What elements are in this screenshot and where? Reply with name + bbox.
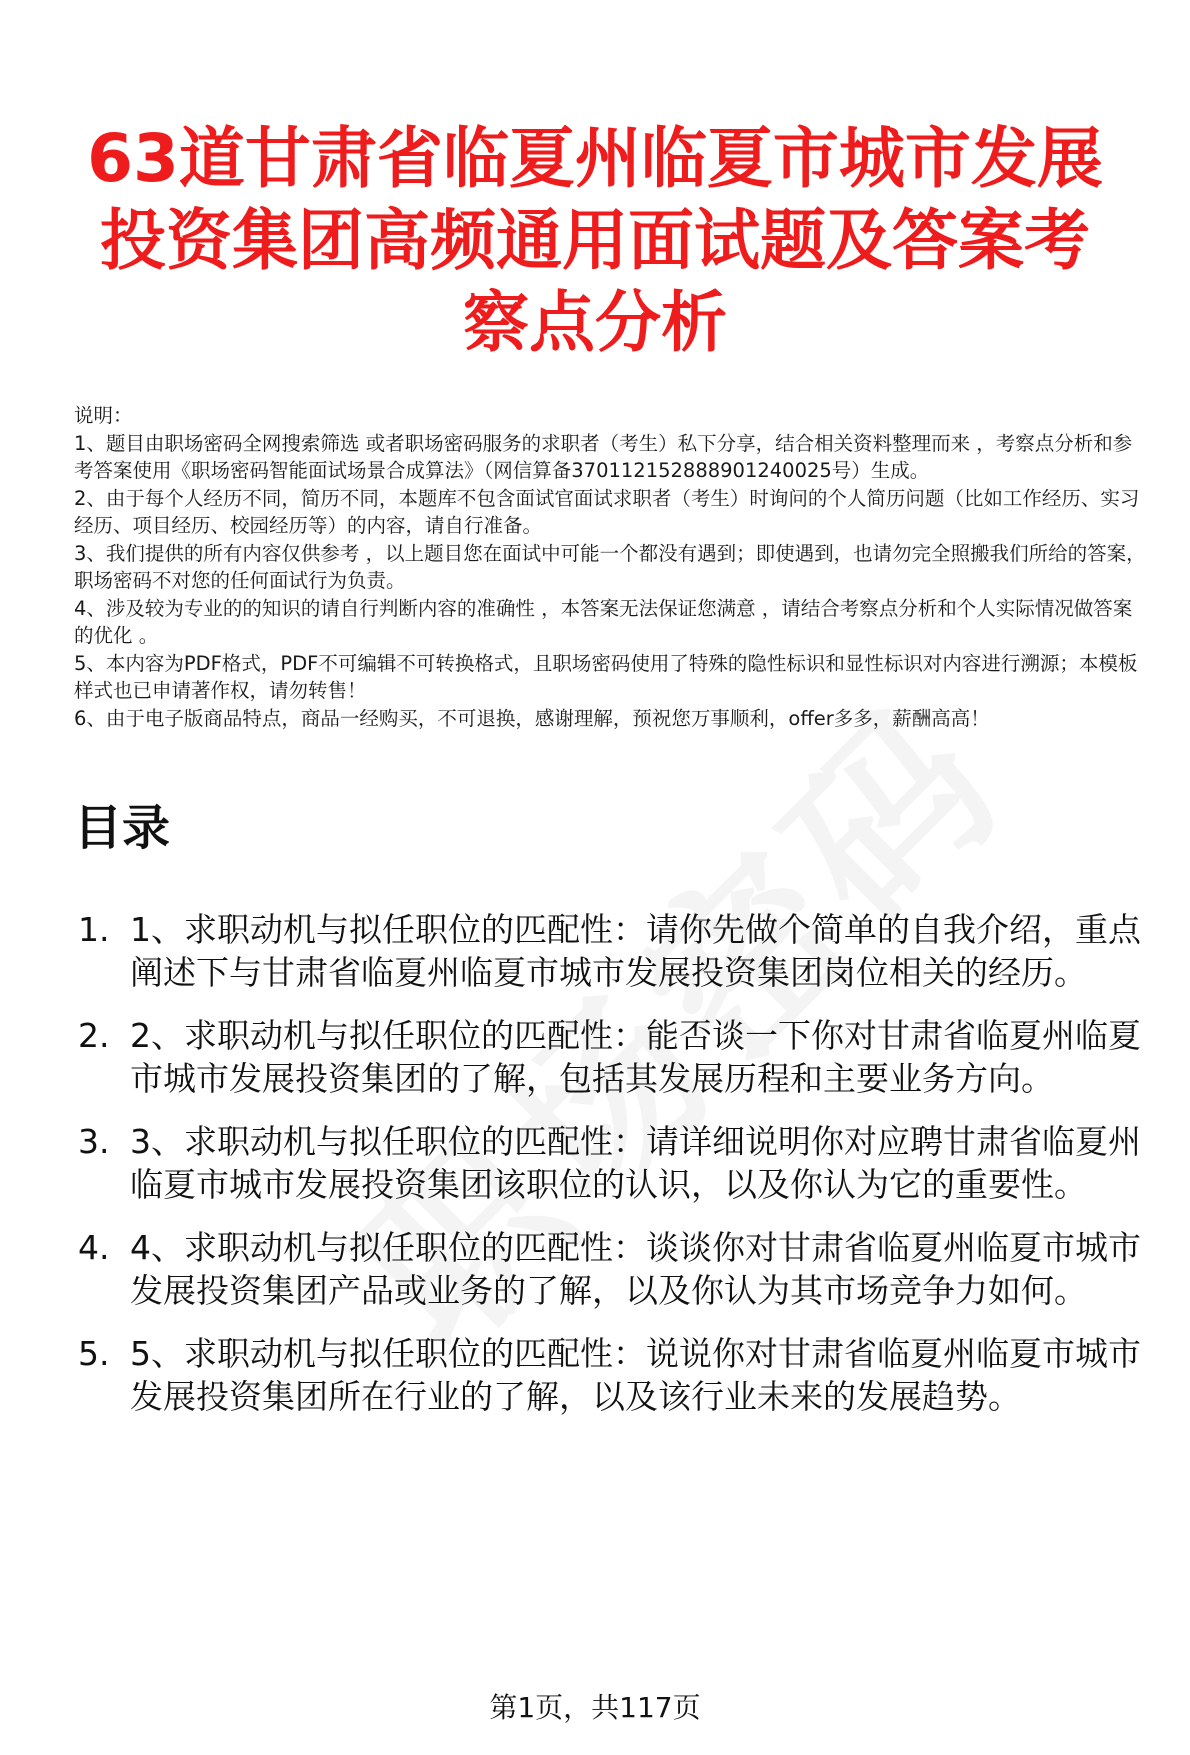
- toc-item[interactable]: [78, 1226, 1168, 1312]
- note-item: 1、题目由职场密码全网搜索筛选 或者职场密码服务的求职者（考生）私下分享，结合相关资料整理而来 ，考察点分析和参考答案使用《职场密码智能面试场景合成算法》（网信算备370112152888901240025号）生成。: [74, 431, 1133, 482]
- notes-section: [74, 402, 1146, 732]
- note-item: 3、我们提供的所有内容仅供参考 ，以上题目您在面试中可能一个都没有遇到；即使遇到，也请勿完全照搬我们所给的答案，职场密码不对您的任何面试行为负责。: [74, 541, 1146, 592]
- notes-heading: 说明：: [74, 404, 133, 427]
- toc-item-number: 3.: [78, 1122, 110, 1161]
- toc-item-number: 4.: [78, 1228, 110, 1267]
- toc-item[interactable]: [78, 1120, 1168, 1206]
- note-item: 6、由于电子版商品特点，商品一经购买，不可退换，感谢理解，预祝您万事顺利，offer多多，薪酬高高！: [74, 706, 990, 730]
- toc-item-text[interactable]: 3、求职动机与拟任职位的匹配性：请详细说明你对应聘甘肃省临夏州临夏市城市发展投资集团该职位的认识，以及你认为它的重要性。: [130, 1122, 1141, 1204]
- document-title: 63道甘肃省临夏州临夏市城市发展投资集团高频通用面试题及答案考察点分析: [87, 120, 1103, 361]
- page-footer: 第1页，共117页: [489, 1691, 701, 1724]
- toc-heading: 目录: [74, 800, 171, 856]
- toc-item-text[interactable]: 5、求职动机与拟任职位的匹配性：说说你对甘肃省临夏州临夏市城市发展投资集团所在行业的了解，以及该行业未来的发展趋势。: [130, 1334, 1141, 1416]
- toc-item-text[interactable]: 2、求职动机与拟任职位的匹配性：能否谈一下你对甘肃省临夏州临夏市城市发展投资集团的了解，包括其发展历程和主要业务方向。: [130, 1016, 1141, 1098]
- toc-item-text[interactable]: 4、求职动机与拟任职位的匹配性：谈谈你对甘肃省临夏州临夏市城市发展投资集团产品或业务的了解，以及你认为其市场竞争力如何。: [130, 1228, 1141, 1310]
- toc-item-number: 1.: [78, 910, 110, 949]
- toc-item[interactable]: [78, 908, 1168, 994]
- toc-item[interactable]: [78, 1332, 1168, 1418]
- toc-item[interactable]: [78, 1014, 1168, 1100]
- toc-item-number: 2.: [78, 1016, 110, 1055]
- toc-item-number: 5.: [78, 1334, 110, 1373]
- note-item: 2、由于每个人经历不同，简历不同，本题库不包含面试官面试求职者（考生）时询问的个人简历问题（比如工作经历、实习经历、项目经历、校园经历等）的内容，请自行准备。: [74, 486, 1140, 537]
- toc-list: [78, 908, 1168, 1438]
- toc-item-text[interactable]: 1、求职动机与拟任职位的匹配性：请你先做个简单的自我介绍，重点阐述下与甘肃省临夏州临夏市城市发展投资集团岗位相关的经历。: [130, 910, 1141, 992]
- note-item: 4、涉及较为专业的的知识的请自行判断内容的准确性 ，本答案无法保证您满意 ，请结合考察点分析和个人实际情况做答案的优化 。: [74, 596, 1133, 647]
- note-item: 5、本内容为PDF格式，PDF不可编辑不可转换格式，且职场密码使用了特殊的隐性标识和显性标识对内容进行溯源；本模板样式也已申请著作权，请勿转售！: [74, 651, 1138, 702]
